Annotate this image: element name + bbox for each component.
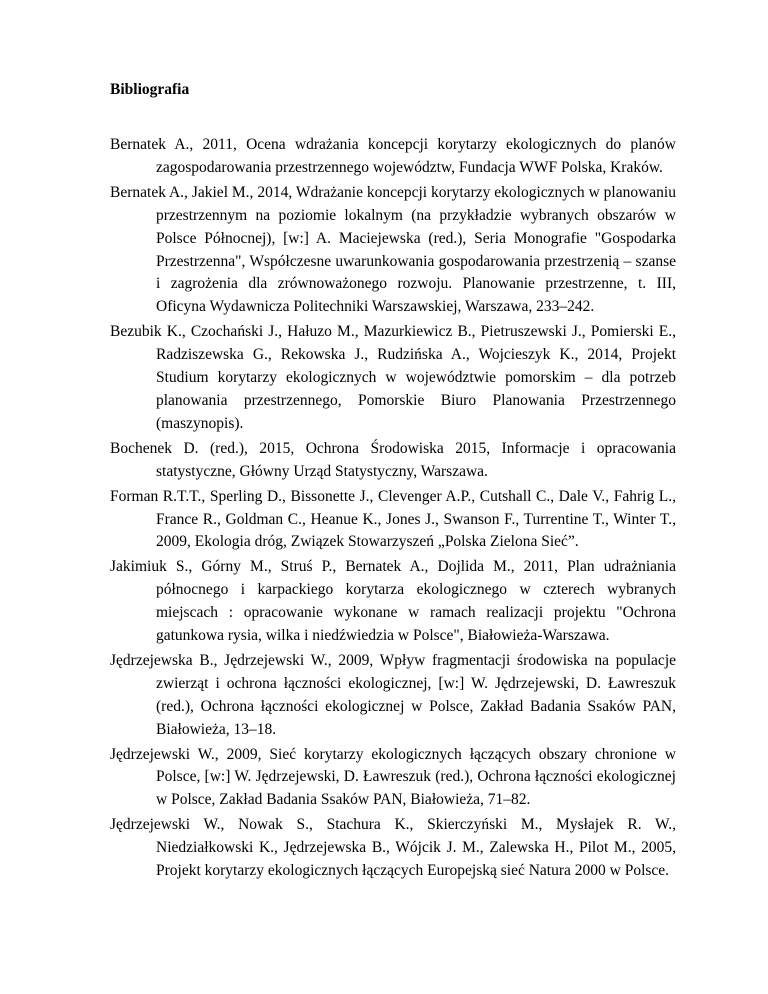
bibliography-entry-7: Jędrzejewska B., Jędrzejewski W., 2009, Wpływ fragmentacji środowiska na populacje zwierząt i ochrona łączności ekologicznej, [w:] W. Jędrzejewski, D. Ławreszuk (red.), Ochrona łączności ekologicznej w Polsce, Zakład Badania Ssaków PAN, Białowieża, 13–18.	[110, 651, 676, 738]
bibliography-list	[110, 134, 676, 883]
bibliography-heading: Bibliografia	[110, 81, 190, 98]
bibliography-entry-4: Bochenek D. (red.), 2015, Ochrona Środowiska 2015, Informacje i opracowania statystyczne, Główny Urząd Statystyczny, Warszawa.	[110, 439, 676, 480]
bibliography-entry-9: Jędrzejewski W., Nowak S., Stachura K., Skierczyński M., Mysłajek R. W., Niedziałkowski K., Jędrzejewska B., Wójcik J. M., Zalewska H., Pilot M., 2005, Projekt korytarzy ekologicznych łączących Europejską sieć Natura 2000 w Polsce.	[110, 816, 676, 880]
document-page	[110, 80, 676, 885]
bibliography-entry-1: Bernatek A., 2011, Ocena wdrażania koncepcji korytarzy ekologicznych do planów zagospodarowania przestrzennego województw, Fundacja WWF Polska, Kraków.	[110, 136, 676, 176]
bibliography-entry-6: Jakimiuk S., Górny M., Struś P., Bernatek A., Dojlida M., 2011, Plan udrażniania północnego i karpackiego korytarza ekologicznego w czterech wybranych miejscach : opracowanie wykonane w ramach realizacji projektu "Ochrona gatunkowa rysia, wilka i niedźwiedzia w Polsce", Białowieża-Warszawa.	[110, 558, 676, 645]
bibliography-entry-3: Bezubik K., Czochański J., Hałuzo M., Mazurkiewicz B., Pietruszewski J., Pomierski E., Radziszewska G., Rekowska J., Rudzińska A., Wojcieszyk K., 2014, Projekt Studium korytarzy ekologicznych w województwie pomorskim – dla potrzeb planowania przestrzennego, Pomorskie Biuro Planowania Przestrzennego (maszynopis).	[110, 323, 676, 432]
bibliography-entry-5: Forman R.T.T., Sperling D., Bissonette J., Clevenger A.P., Cutshall C., Dale V., Fahrig L., France R., Goldman C., Heanue K., Jones J., Swanson F., Turrentine T., Winter T., 2009, Ekologia dróg, Związek Stowarzyszeń „Polska Zielona Sieć”.	[110, 487, 676, 551]
bibliography-entry-8: Jędrzejewski W., 2009, Sieć korytarzy ekologicznych łączących obszary chronione w Polsce, [w:] W. Jędrzejewski, D. Ławreszuk (red.), Ochrona łączności ekologicznej w Polsce, Zakład Badania Ssaków PAN, Białowieża, 71–82.	[110, 745, 676, 809]
bibliography-entry-2: Bernatek A., Jakiel M., 2014, Wdrażanie koncepcji korytarzy ekologicznych w planowaniu przestrzennym na poziomie lokalnym (na przykładzie wybranych obszarów w Polsce Północnej), [w:] A. Maciejewska (red.), Seria Monografie "Gospodarka Przestrzenna", Współczesne uwarunkowania gospodarowania przestrzenią – szanse i zagrożenia dla zrównoważonego rozwoju. Planowanie przestrzenne, t. III, Oficyna Wydawnicza Politechniki Warszawskiej, Warszawa, 233–242.	[110, 183, 676, 316]
